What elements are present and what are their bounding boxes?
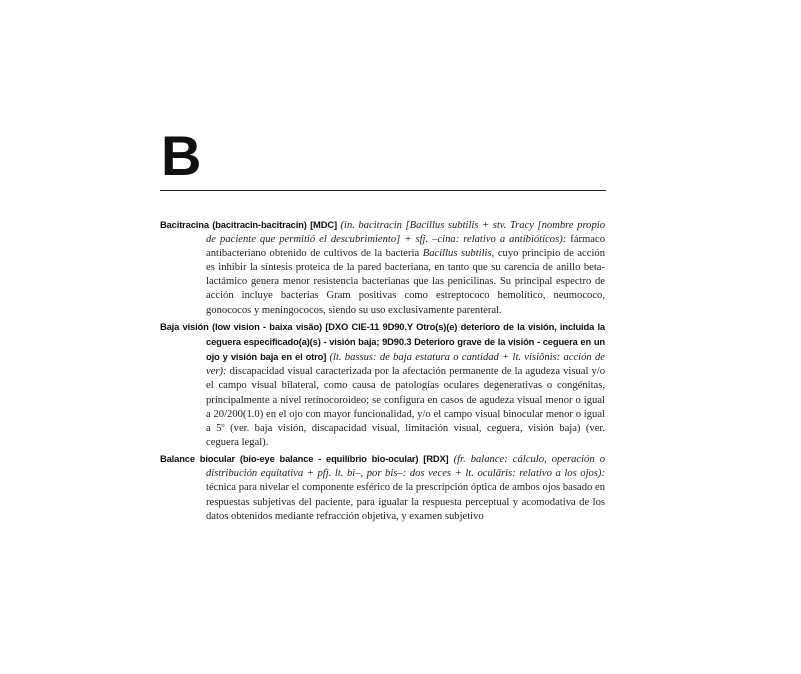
- entry-definition: discapacidad visual caracterizada por la afectación permanente de la agudeza visual y/o el campo visual bilateral, como causa de patologías oculares degenerativas o congénitas, principalmente a nivel retinocoroideo; se configura en casos de agudeza visual menor o igual a 20/200(1.0) en el ojo con mayor funcionalidad, y/o el campo visual binocular menor o igual a 5º (ver. baja visión, discapacidad visual, limitación visual, ceguera, visión baja) (ver. ceguera legal).: [206, 366, 605, 448]
- entry-bacitracina: [160, 218, 605, 318]
- section-letter: B: [161, 124, 202, 187]
- section-divider: [160, 190, 606, 191]
- entry-headword: Baja visión (low vision - baixa visão) [DXO CIE-11 9D90.Y Otro(s)(e) deterioro de la visión, incluida la ceguera especificado(a)(s) - visión baja; 9D90.3 Deterioro grave de la visión - ceguera en un ojo y visión baja en el otro]: [160, 321, 605, 363]
- entry-headword: Bacitracina (bacitracin-bacitracin) [MDC]: [160, 219, 337, 230]
- entry-etymology: (fr. balance: cálculo, operación o distribución equitativa + pfj. lt. bi–, por bis–: dos veces + lt. oculāris: relativo a los ojos):: [206, 454, 605, 480]
- entry-baja-vision: [160, 320, 605, 450]
- entry-list: [160, 218, 605, 526]
- entry-etymology: (lt. bassus: de baja estatura o cantidad + lt. visiōnis: acción de ver):: [206, 352, 605, 378]
- entry-scientific-name: Bacillus subtilis: [422, 248, 492, 260]
- entry-definition: fármaco antibacteriano obtenido de cultivos de la bacteria: [206, 234, 605, 260]
- entry-definition: técnica para nivelar el componente esférico de la prescripción óptica de ambos ojos basado en respuestas subjetivas del paciente, para igualar la respuesta perceptual y acomodativa de los datos obtenidos mediante refracción objetiva, y examen subjetivo: [206, 482, 605, 522]
- entry-headword: Balance biocular (bio-eye balance - equilíbrio bio-ocular) [RDX]: [160, 453, 449, 465]
- entry-etymology: (in. bacitracin [Bacillus subtilis + stv. Tracy [nombre propio de paciente que permitió el descubrimiento] + sfj. –cina: relativo a antibióticos):: [206, 220, 606, 246]
- entry-definition-cont: , cuyo principio de acción es inhibir la síntesis proteica de la pared bacteriana, en tanto que su carencia de anillo beta-lactámico genera menor resistencia bacterianas que las penicilinas. Su principal espectro de acción incluye bacterias Gram positivas como estreptococo hemolítico, neumococo, gonococos y meningococos, siendo su uso exclusivamente parenteral.: [206, 248, 606, 316]
- entry-balance-biocular: [160, 452, 605, 523]
